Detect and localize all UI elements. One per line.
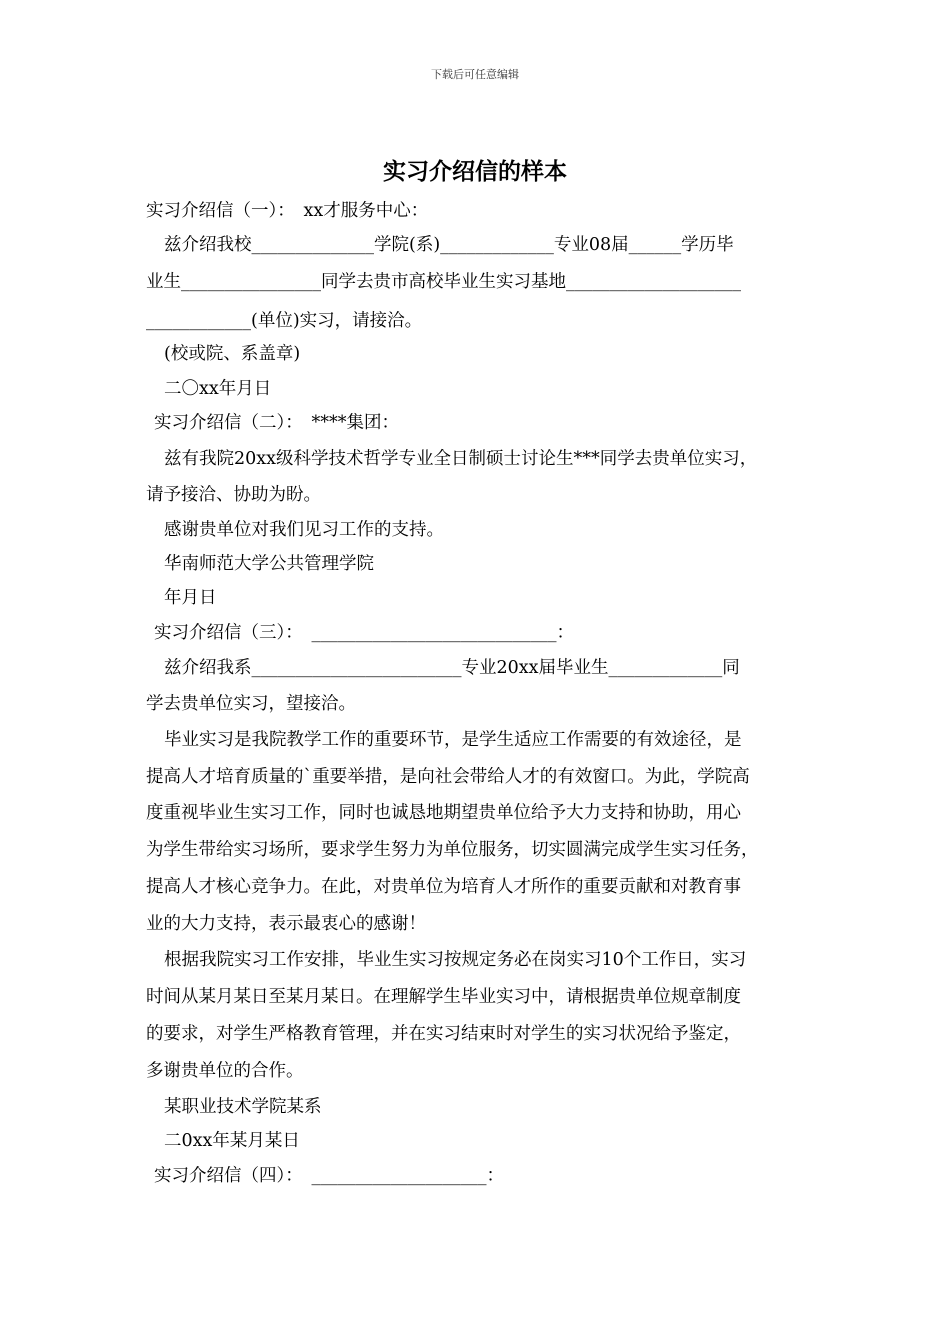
document-title: 实习介绍信的样本 <box>383 158 567 185</box>
text-line: 某职业技术学院某系 <box>164 1097 322 1117</box>
text-line: 感谢贵单位对我们见习工作的支持。 <box>164 520 444 540</box>
text-line: 二〇xx年月日 <box>164 379 272 399</box>
text-line: 二0xx年某月某日 <box>164 1131 300 1151</box>
text-line: 的要求，对学生严格教育管理，并在实习结束时对学生的实习状况给予鉴定， <box>146 1024 741 1044</box>
text-line: 学去贵单位实习，望接洽。 <box>146 694 356 714</box>
text-line: 华南师范大学公共管理学院 <box>164 554 374 574</box>
text-line: 提高人才培育质量的`重要举措，是向社会带给人才的有效窗口。为此，学院高 <box>146 767 750 787</box>
text-line: 度重视毕业生实习工作，同时也诚恳地期望贵单位给予大力支持和协助，用心 <box>146 803 741 823</box>
text-line: 业生________________同学去贵市高校毕业生实习基地____________________ <box>146 272 741 292</box>
text-line: 根据我院实习工作安排，毕业生实习按规定务必在岗实习10个工作日，实习 <box>164 950 747 970</box>
text-line: 提高人才核心竞争力。在此，对贵单位为培育人才所作的重要贡献和对教育事 <box>146 877 741 897</box>
page-header-note: 下载后可任意编辑 <box>431 68 519 81</box>
text-line: 多谢贵单位的合作。 <box>146 1061 304 1081</box>
text-line: 毕业实习是我院教学工作的重要环节，是学生适应工作需要的有效途径，是 <box>164 730 742 750</box>
text-line: 兹介绍我系________________________专业20xx届毕业生_____________同 <box>164 658 740 678</box>
text-line: 实习介绍信（三）： ____________________________： <box>154 623 574 643</box>
text-line: 年月日 <box>164 588 217 608</box>
text-line: (校或院、系盖章) <box>164 344 301 364</box>
text-line: 实习介绍信（四）： ____________________： <box>154 1166 504 1186</box>
text-line: 为学生带给实习场所，要求学生努力为单位服务，切实圆满完成学生实习任务， <box>146 840 759 860</box>
text-line: 实习介绍信（二）： ****集团： <box>154 413 399 433</box>
text-line: 时间从某月某日至某月某日。在理解学生毕业实习中，请根据贵单位规章制度 <box>146 987 741 1007</box>
text-line: ____________(单位)实习，请接洽。 <box>146 311 423 331</box>
text-line: 实习介绍信（一）： xx才服务中心： <box>146 201 429 221</box>
text-line: 业的大力支持，表示最衷心的感谢！ <box>146 914 426 934</box>
text-line: 兹介绍我校______________学院(系)_____________专业08届______学历毕 <box>164 235 734 255</box>
text-line: 兹有我院20xx级科学技术哲学专业全日制硕士讨论生***同学去贵单位实习， <box>164 449 758 469</box>
text-line: 请予接洽、协助为盼。 <box>146 485 321 505</box>
